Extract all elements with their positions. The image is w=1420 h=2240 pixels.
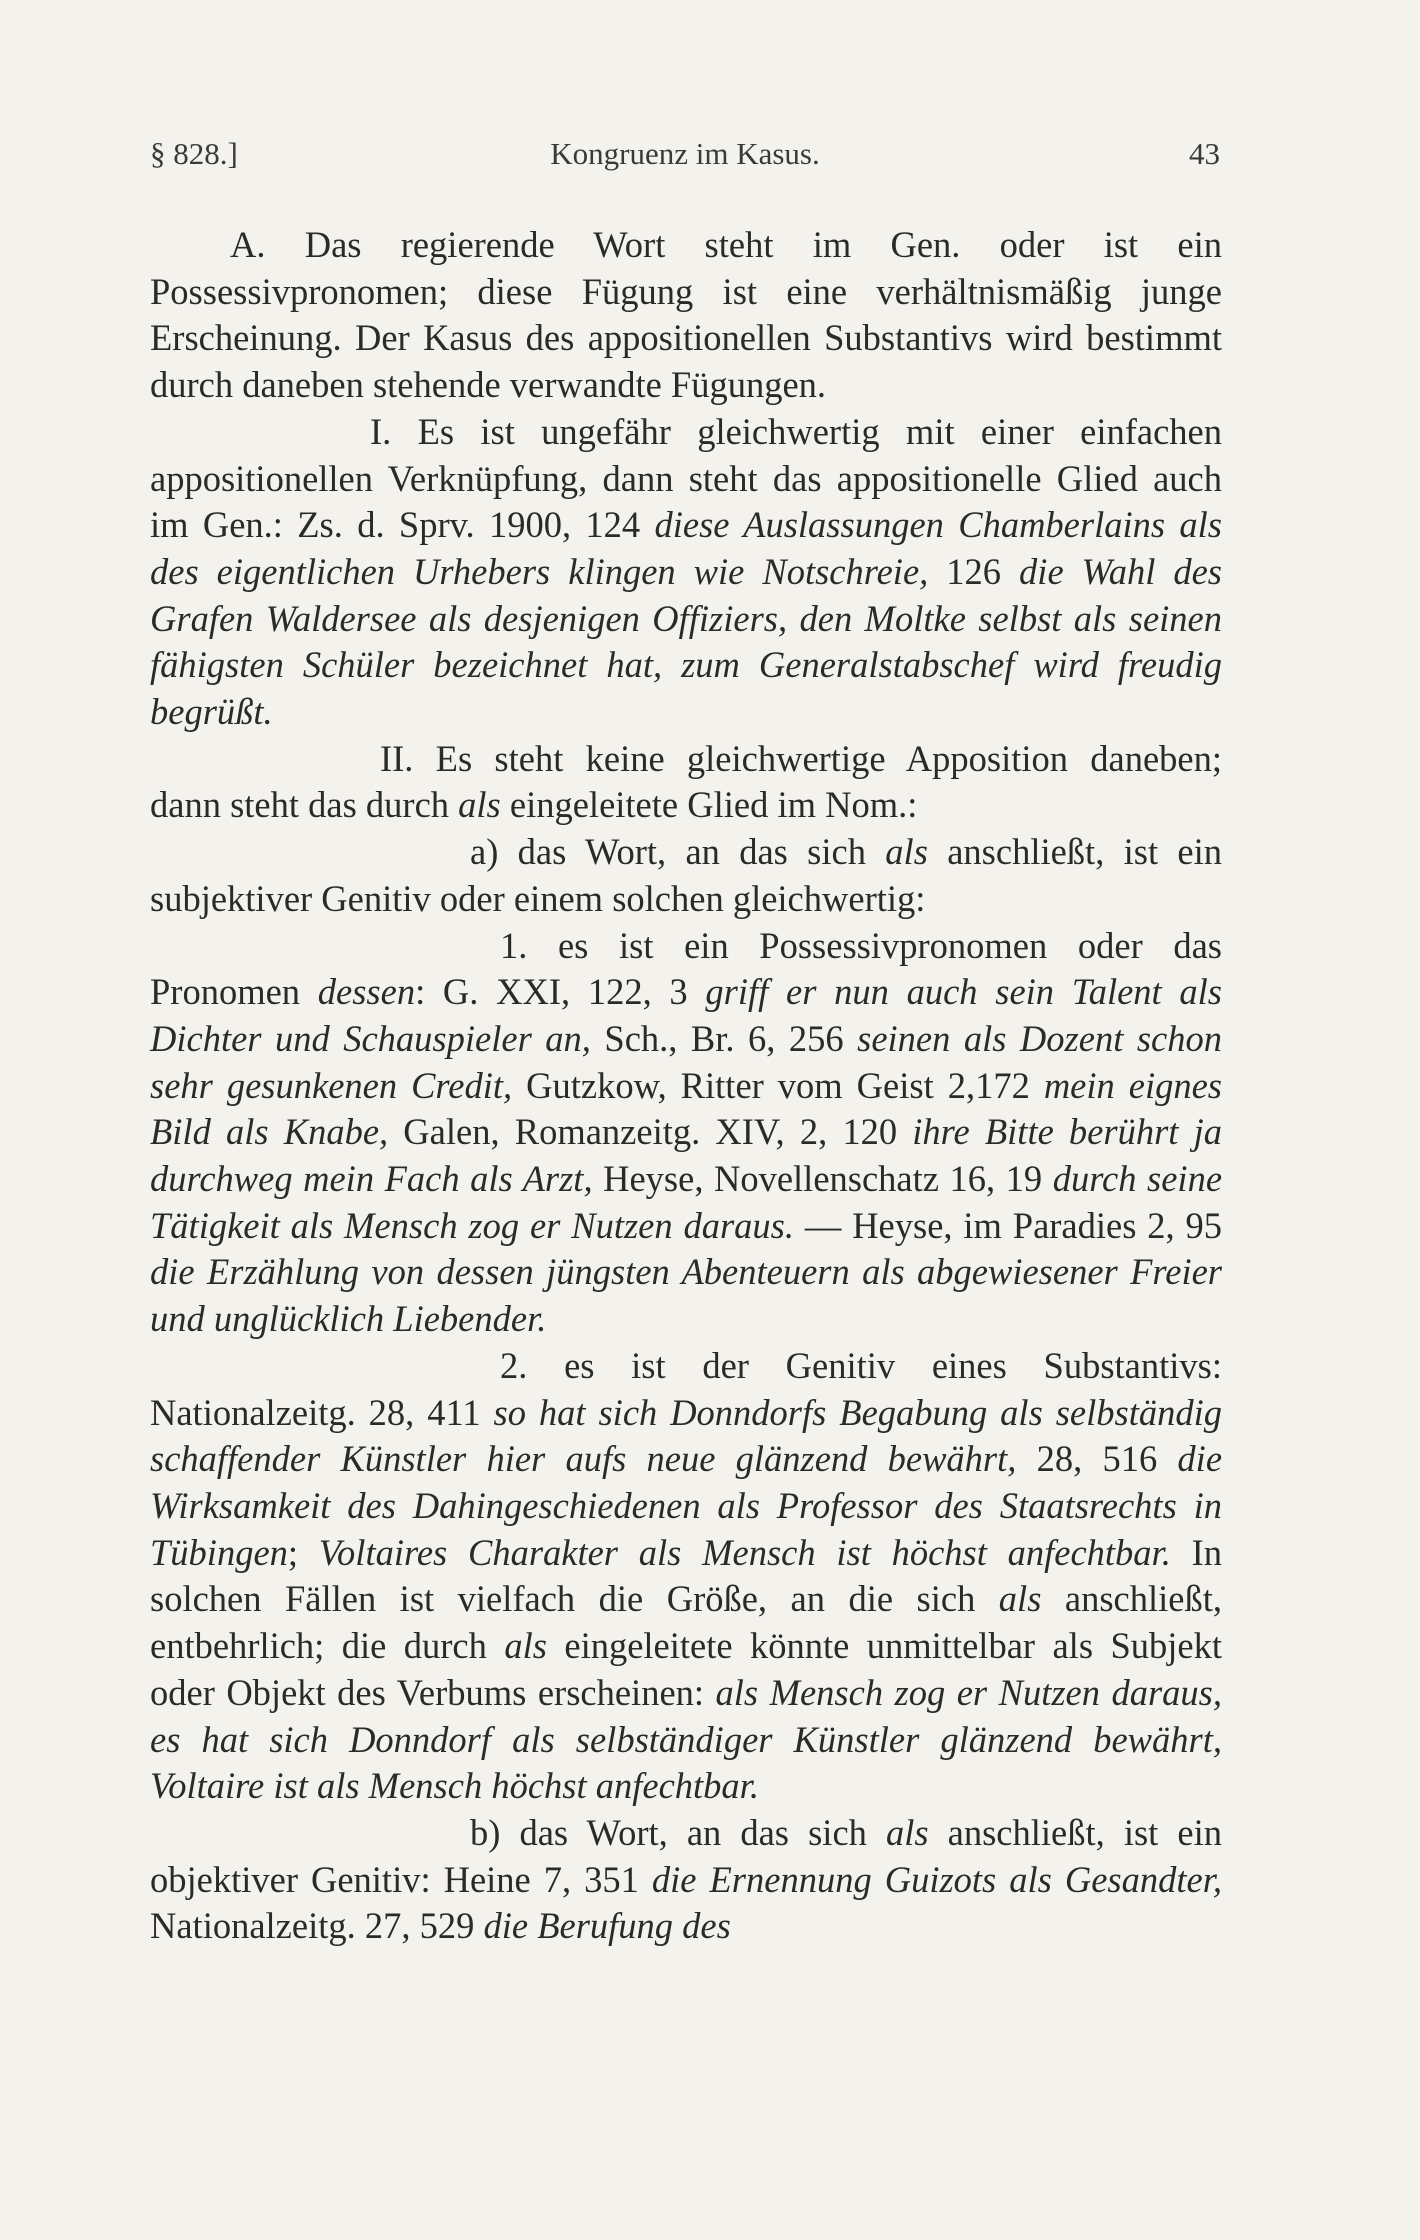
section-reference: § 828.] xyxy=(150,136,238,171)
italic-citation-text: als xyxy=(885,1811,929,1853)
page-number: 43 xyxy=(1189,136,1220,171)
paragraph-IIa1 xyxy=(150,923,1222,1343)
italic-citation-text: Voltaires Charakter als Mensch ist höchst anfechtbar. xyxy=(318,1531,1171,1573)
running-header xyxy=(150,136,1220,186)
italic-citation-text: dessen xyxy=(317,971,416,1013)
italic-citation-text: als xyxy=(885,831,928,873)
italic-citation-text: durch seine Tätigkeit als Mensch zog er Nutzen daraus. xyxy=(150,1158,1223,1246)
paragraph-I xyxy=(150,409,1222,736)
paragraph-text: — Heyse, im Paradies 2, 95 xyxy=(794,1204,1222,1246)
paragraph-text: anschließt, ist ein subjektiver Genitiv oder einem solchen gleichwertig: xyxy=(150,831,1223,919)
paragraph-text: 28, 516 xyxy=(1016,1438,1178,1480)
paragraph-II xyxy=(150,736,1222,829)
italic-citation-text: die Berufung des xyxy=(483,1905,731,1947)
paragraph-text: eingeleitete könnte unmittelbar als Subjekt oder Objekt des Verbums erscheinen: xyxy=(150,1625,1222,1713)
running-title: Kongruenz im Kasus. xyxy=(550,136,820,171)
paragraph-text: eingeleitete Glied im Nom.: xyxy=(500,784,918,826)
paragraph-text: b) das Wort, an das sich xyxy=(470,1811,886,1853)
italic-citation-text: mein eignes Bild als Knabe, xyxy=(150,1064,1222,1153)
italic-citation-text: die Wirksamkeit des Dahingeschiedenen als Professor des Staatsrechts in Tübingen xyxy=(150,1438,1223,1573)
paragraph-text: 1. es ist ein Possessivpronomen oder das Pronomen xyxy=(150,924,1222,1013)
italic-citation-text: als xyxy=(458,784,501,826)
paragraph-text: a) das Wort, an das sich xyxy=(470,831,886,873)
italic-citation-text: als xyxy=(998,1578,1042,1620)
paragraph-text: Heyse, Novellenschatz 16, 19 xyxy=(592,1158,1053,1200)
paragraph-IIb xyxy=(150,1810,1222,1950)
paragraph-text: A. Das regierende Wort steht im Gen. oder ist ein Possessivpronomen; diese Fügung ist eine verhältnismäßig junge Erscheinung. Der Kasus des appositionellen Substantivs wird bestimmt durch daneben stehende verwandte Fügungen. xyxy=(150,224,1222,406)
italic-citation-text: griff er nun auch sein Talent als Dichter und Schauspieler an, xyxy=(150,971,1222,1059)
italic-citation-text: so hat sich Donndorfs Begabung als selbständig schaffender Künstler hier aufs neue glänzend bewährt, xyxy=(150,1391,1222,1480)
paragraph-text: 126 xyxy=(928,550,1020,592)
paragraph-A xyxy=(150,222,1222,409)
paragraph-text: anschließt, entbehrlich; die durch xyxy=(150,1578,1222,1667)
italic-citation-text: die Wahl des Grafen Waldersee als desjenigen Offiziers, den Moltke selbst als seinen fähigsten Schüler bezeichnet hat, zum Generalstabschef wird freudig begrüßt. xyxy=(150,550,1222,733)
italic-citation-text: als Mensch zog er Nutzen daraus, es hat sich Donndorf als selbständiger Künstler glänzend bewährt, Voltaire ist als Mensch höchst anfechtbar. xyxy=(150,1671,1222,1807)
paragraph-text: I. Es ist ungefähr gleichwertig mit einer einfachen appositionellen Verknüpfung, dann steht das appositionelle Glied auch im Gen.: Zs. d. Sprv. 1900, 124 xyxy=(150,410,1222,546)
paragraph-text: : G. XXI, 122, 3 xyxy=(415,971,706,1013)
paragraph-text: Sch., Br. 6, 256 xyxy=(590,1017,858,1059)
paragraph-IIa2 xyxy=(150,1343,1222,1810)
italic-citation-text: diese Auslassungen Chamberlains als des eigentlichen Urhebers klingen wie Notschreie, xyxy=(150,504,1222,592)
paragraph-text: In solchen Fällen ist vielfach die Größe, an die sich xyxy=(150,1531,1222,1620)
italic-citation-text: ihre Bitte berührt ja durchweg mein Fach als Arzt, xyxy=(150,1111,1222,1200)
paragraph-text: II. Es steht keine gleichwertige Apposition daneben; dann steht das durch xyxy=(150,737,1222,826)
paragraph-text: Gutzkow, Ritter vom Geist 2,172 xyxy=(512,1064,1044,1106)
paragraph-text: 2. es ist der Genitiv eines Substantivs: Nationalzeitg. 28, 411 xyxy=(150,1344,1222,1433)
italic-citation-text: die Erzählung von dessen jüngsten Abenteuern als abgewiesener Freier und unglücklich Liebender. xyxy=(150,1251,1222,1340)
paragraph-text: ; xyxy=(287,1531,319,1573)
paragraph-IIa xyxy=(150,829,1222,922)
italic-citation-text: als xyxy=(504,1625,547,1667)
paragraph-text: Nationalzeitg. 27, 529 xyxy=(150,1905,484,1947)
body-text xyxy=(150,222,1222,1950)
paragraph-text: Galen, Romanzeitg. XIV, 2, 120 xyxy=(388,1111,913,1153)
italic-citation-text: seinen als Dozent schon sehr gesunkenen Credit, xyxy=(150,1017,1222,1106)
italic-citation-text: die Ernennung Guizots als Gesandter, xyxy=(651,1858,1222,1900)
paragraph-text: anschließt, ist ein objektiver Genitiv: Heine 7, 351 xyxy=(150,1811,1222,1900)
